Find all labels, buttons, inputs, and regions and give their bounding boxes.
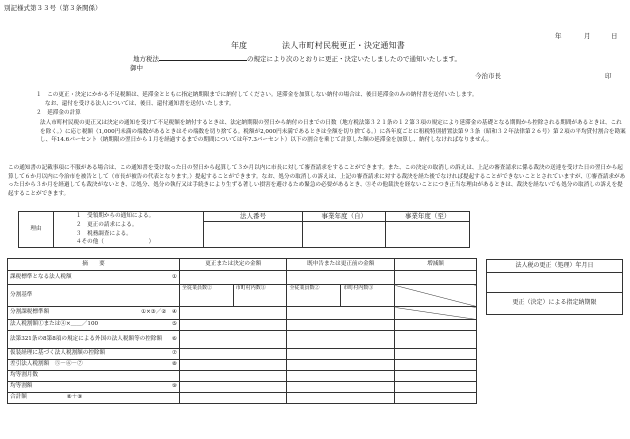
reason-items bbox=[53, 212, 203, 248]
calc-row: 差引法人税割額 ⑤－⑥－⑦ ⑧ bbox=[8, 360, 180, 371]
mayor-name: 今治市長 bbox=[475, 72, 501, 80]
form-number: 別記様式第３３号（第３条関係） bbox=[4, 4, 102, 12]
summary-header: 摘 要 bbox=[8, 259, 180, 271]
diff-header: 増減額 bbox=[395, 259, 477, 271]
reason-table bbox=[18, 211, 470, 248]
prior-staff-total-header: 全従業員数② bbox=[287, 285, 341, 307]
calc-row: 法人税割額①または④×＿＿／100 ⑤ bbox=[8, 320, 180, 331]
prior-city-count-header: 市町村内数③ bbox=[341, 285, 395, 307]
law-suffix: の規定により次のとおりに更正・決定いたしましたので通知いたします。 bbox=[247, 55, 461, 63]
law-line bbox=[133, 54, 461, 64]
addressee: 御中 bbox=[130, 64, 143, 72]
note-2-title: ２ 延滞金の計算 bbox=[36, 110, 81, 116]
note-1b: なお、還付を受ける法人については、後日、還付通知書を送付いたします。 bbox=[45, 101, 235, 107]
calc-table bbox=[7, 258, 477, 404]
side-header: 法人税の更正（処理）年月日 bbox=[487, 260, 623, 273]
reason-item: ４その他（ ） bbox=[75, 239, 155, 246]
note-1: １ この更正・決定にかかる不足税額は、延滞金とともに指定納期限までに納付してください。延滞金を加算しない納付の場合は、後日延滞金のみの納付書を送付いたします。 bbox=[36, 92, 478, 98]
fy-from-header: 事業年度（自） bbox=[303, 212, 386, 222]
reason-item: １ 受領期からの通知による。 bbox=[75, 213, 155, 220]
calc-row: 課税標準となる法人税額 ① bbox=[8, 271, 180, 285]
fy-to-header: 事業年度（至） bbox=[386, 212, 470, 222]
calc-row: 分割課税標準額 ①×③／② ④ bbox=[8, 307, 180, 320]
seal-mark: 印 bbox=[605, 72, 612, 80]
fy-to-value bbox=[386, 222, 470, 248]
page-title: 法人市町村民税更正・決定通知書 bbox=[282, 41, 405, 50]
appeal-notice: この通知書の記載事項に不服がある場合は、この通知書を受け取った日の翌日から起算して３か月以内に市長に対して審査請求をすることができます。また、この決定の取消しの訴えは、上記の審査請求に係る裁決の送達を受けた日の翌日から起算して６か月以内に今治市を被告として（市長が被告の代表となります。）提起することができます。なお、処分の取消しの訴えは、上記の審査請求に対する裁決を経た後でなければ提起することができないこととされていますが、①審査請求があった日から３か月を経過しても裁決がないとき、②処分、処分の執行又は手続きにより生ずる著しい損害を避けるため緊急の必要があるとき、③その他裁決を経ないことにつき正当な理由があるときは、裁決を経ないでも処分の取消しの訴えを提起することができます。 bbox=[8, 165, 626, 197]
date-day: 日 bbox=[611, 32, 618, 40]
reason-item: ２ 更正の請求による。 bbox=[75, 221, 138, 228]
side-date-value bbox=[487, 273, 623, 293]
title-year: 年度 bbox=[231, 41, 247, 50]
date-year: 年 bbox=[555, 32, 562, 40]
fy-from-value bbox=[303, 222, 386, 248]
date-month: 月 bbox=[584, 32, 591, 40]
calc-row: 均等割額 ⑨ bbox=[8, 382, 180, 393]
side-due-date: 更正（決定）による指定納期限 bbox=[487, 293, 623, 315]
law-blank bbox=[159, 54, 247, 61]
reason-label: 理由 bbox=[19, 212, 54, 248]
corp-number-header: 法人番号 bbox=[203, 212, 303, 222]
calc-row: 均等割月数 bbox=[8, 371, 180, 382]
law-prefix: 地方税法 bbox=[133, 55, 159, 63]
calc-row: 合計額 ⑧＋⑨ bbox=[8, 393, 180, 404]
corp-number-value bbox=[203, 222, 303, 248]
reason-item: ３ 税務調査による。 bbox=[75, 230, 132, 237]
calc-row: 仮装経理に基づく法人税割額の控除額 ⑦ bbox=[8, 349, 180, 360]
calc-row: 法第321条の8第8項の規定による外国の法人税額等の控除額 ⑥ bbox=[8, 331, 180, 349]
side-table bbox=[486, 259, 623, 315]
note-2-body: 法人市町村民税の更正又は決定の通知を受けて不足税額を納付するときは、法定納期限の翌日から納付の日までの日数（地方税法第３２１条の１２第３項の規定により延滞金の基礎となる期間から控除される期間があるときは、これを除く。）に応じ税額（1,000円未満の端数があるときはその端数を切り捨てる。税額が2,000円未満であるときは全額を切り捨てる。）に各年度ごとに租税特別措置法第９３条（昭和３２年法律第２６号）第２項の平均貸付割合を勘案し、年14.6パーセント（納期限の翌日から１月を経過するまでの期間については年7.3パーセント）以下の割合を乗じて計算した額の延滞金を加算し、納付しなければなりません。 bbox=[40, 120, 626, 144]
calc-row: 分割基準 bbox=[8, 285, 180, 307]
city-count-header: 市町村内数③ bbox=[233, 285, 287, 307]
corrected-header: 更正または決定の金額 bbox=[180, 259, 287, 271]
staff-total-header: 全従業員数② bbox=[180, 285, 234, 307]
prior-header: 既申告または更正前の金額 bbox=[287, 259, 395, 271]
